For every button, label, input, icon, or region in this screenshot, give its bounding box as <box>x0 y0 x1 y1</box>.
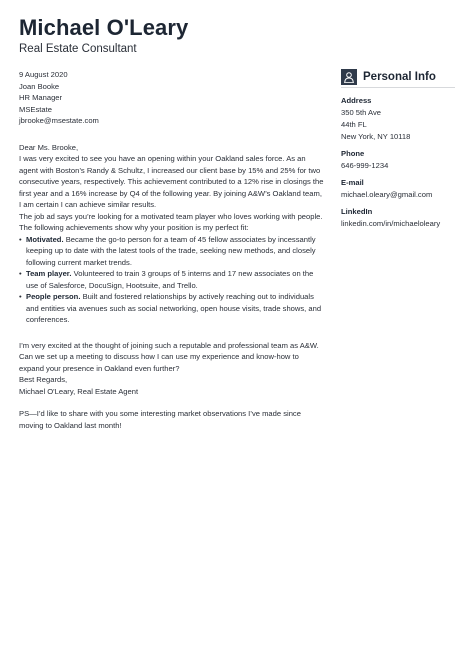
achievement-title: Team player. <box>26 269 72 278</box>
linkedin-label: LinkedIn <box>341 207 373 216</box>
achievement-text: Built and fostered relationships by actively reaching out to individuals and entities via avenues such as social networking, open house visits, trade shows, and conferences. <box>26 292 322 324</box>
sidebar-title: Personal Info <box>363 70 436 83</box>
achievement-title: People person. <box>26 292 81 301</box>
recipient-name: Joan Booke <box>19 81 60 91</box>
recipient-position: HR Manager <box>19 93 63 102</box>
achievement-text: Volunteered to train 3 groups of 5 interns and 17 new associates on the use of Salesforce, DocuSign, Hootsuite, and Trello. <box>26 269 314 290</box>
applicant-name: Michael O'Leary <box>19 15 189 40</box>
list-item <box>19 291 324 326</box>
list-item <box>19 234 324 269</box>
salutation: Dear Ms. Brooke, <box>19 142 79 152</box>
paragraph-closing: I’m very excited at the thought of joining such a reputable and professional team as A&W. Can we set up a meeting to discuss how I can use my experience and know-how to expand your presence in Oakland even further? <box>19 340 319 373</box>
phone-value: 646-999-1234 <box>341 161 389 170</box>
letter-body <box>19 69 324 431</box>
letter-header <box>19 14 188 55</box>
signature: Michael O'Leary, Real Estate Agent <box>19 386 139 396</box>
achievement-title: Motivated. <box>26 234 64 244</box>
email-label: E-mail <box>341 178 364 187</box>
recipient-email: jbrooke@msestate.com <box>19 116 99 125</box>
address-block <box>341 95 455 143</box>
address-label: Address <box>341 96 372 105</box>
sign-off <box>19 374 324 397</box>
achievements-list <box>19 234 324 326</box>
bullet-icon: • <box>19 234 22 244</box>
paragraph-intro: I was very excited to see you have an opening within your Oakland sales force. As an agent with Boston’s Randy & Schultz, I increased our client base by 15% and 25% for two consecutive years, respectively. This achievement contributed to a 12% rise in closings the first year and a 16% increase by Q4 of the following year. By joining A&W’s Oakland team, I am certain I can achieve similar results. <box>19 154 324 209</box>
phone-block <box>341 148 455 172</box>
bullet-icon: • <box>19 269 22 278</box>
recipient-block <box>19 81 324 127</box>
person-icon <box>341 69 357 85</box>
paragraph-job-ad: The job ad says you’re looking for a motivated team player who loves working with people. The following achievements show why your position is my perfect fit: <box>19 211 323 232</box>
closing-phrase: Best Regards, <box>19 375 68 384</box>
letter-date: 9 August 2020 <box>19 70 68 79</box>
personal-info-heading <box>341 68 455 88</box>
address-line: 350 5th Ave <box>341 108 381 117</box>
applicant-title: Real Estate Consultant <box>19 43 137 55</box>
bullet-icon: • <box>19 292 22 301</box>
address-line: 44th FL <box>341 120 367 129</box>
achievement-text: Became the go-to person for a team of 45 fellow associates by incessantly keeping up to date with the latest tools of the trade, seeking new methods, and closely following current market trends. <box>26 234 316 267</box>
linkedin-block <box>341 206 455 230</box>
email-block <box>341 177 455 201</box>
recipient-company: MSEstate <box>19 104 52 114</box>
email-value[interactable]: michael.oleary@gmail.com <box>341 190 433 199</box>
address-line: New York, NY 10118 <box>341 132 411 141</box>
linkedin-value[interactable]: linkedin.com/in/michaeloleary <box>341 219 441 228</box>
postscript: PS—I’d like to share with you some interesting market observations I’ve made since moving to Oakland last month! <box>19 409 301 430</box>
personal-info-sidebar <box>341 68 455 235</box>
list-item <box>19 268 324 291</box>
phone-label: Phone <box>341 149 365 158</box>
